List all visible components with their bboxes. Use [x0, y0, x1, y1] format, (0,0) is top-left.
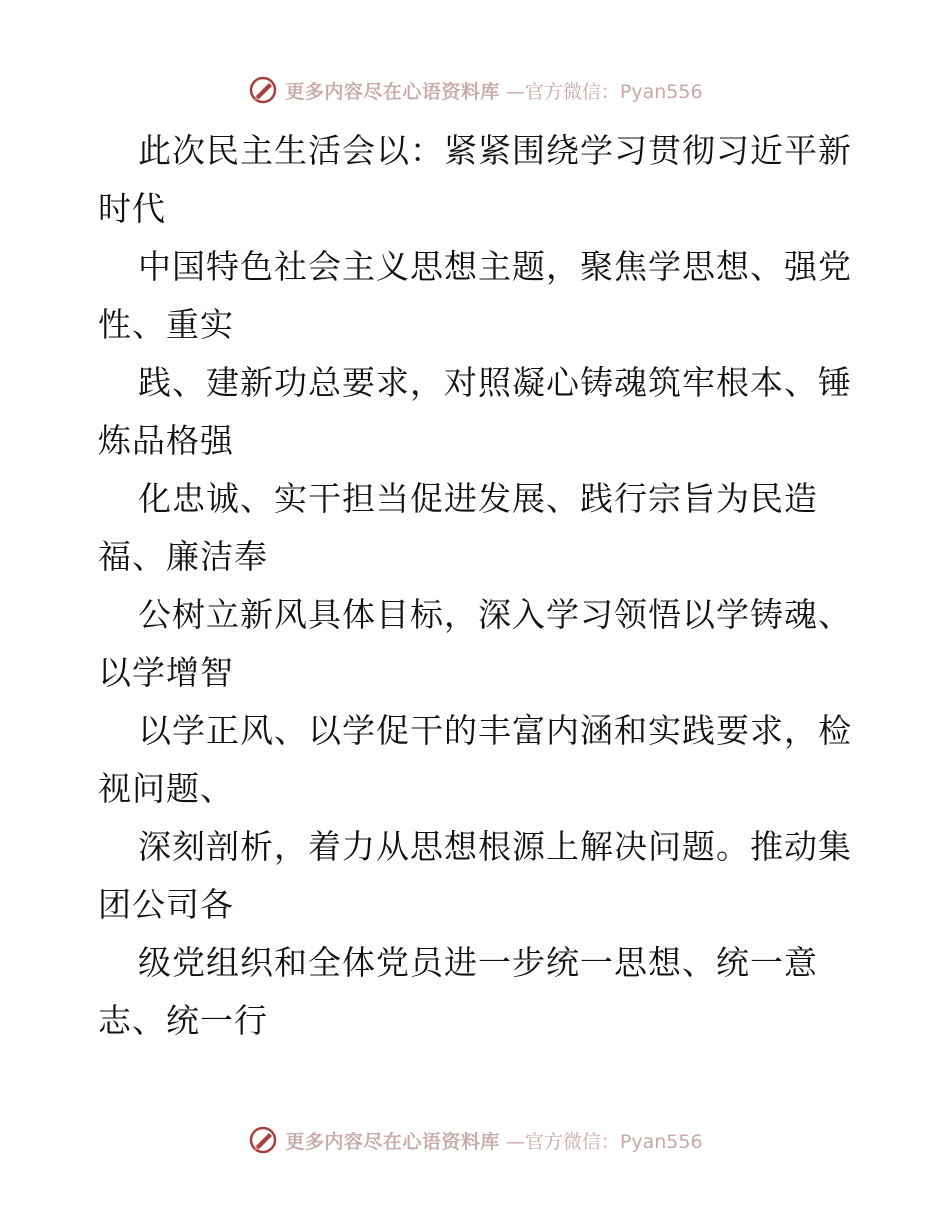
paragraph: [98, 586, 858, 702]
paragraph-first-line: 级党组织和全体党员进一步统一思想、统一意: [138, 943, 818, 982]
paragraph-first-line: 公树立新风具体目标，深入学习领悟以学铸魂、: [138, 595, 852, 634]
paragraph-continuation: 志、统一行: [98, 1001, 268, 1040]
paragraph: [98, 702, 858, 818]
paragraph-continuation: 以学增智: [98, 653, 234, 692]
watermark-brand: 更多内容尽在心语资料库: [285, 1130, 500, 1153]
watermark-contact: —官方微信：Pyan556: [505, 1130, 703, 1153]
pen-logo-icon: [247, 1124, 279, 1156]
paragraph-continuation: 时代: [98, 189, 166, 228]
paragraph: [98, 354, 858, 470]
paragraph: [98, 238, 858, 354]
paragraph-continuation: 视问题、: [98, 769, 234, 808]
paragraph: [98, 122, 858, 238]
watermark-brand: 更多内容尽在心语资料库: [285, 80, 500, 103]
document-body: [98, 122, 858, 1050]
paragraph-continuation: 性、重实: [98, 305, 234, 344]
paragraph: [98, 934, 858, 1050]
paragraph-first-line: 以学正风、以学促干的丰富内涵和实践要求，检: [138, 711, 852, 750]
header-watermark: [0, 70, 950, 110]
paragraph: [98, 470, 858, 586]
paragraph: [98, 818, 858, 934]
paragraph-continuation: 福、廉洁奉: [98, 537, 268, 576]
watermark-contact: —官方微信：Pyan556: [505, 80, 703, 103]
paragraph-first-line: 践、建新功总要求，对照凝心铸魂筑牢根本、锤: [138, 363, 852, 402]
paragraph-first-line: 深刻剖析，着力从思想根源上解决问题。推动集: [138, 827, 852, 866]
paragraph-first-line: 中国特色社会主义思想主题，聚焦学思想、强党: [138, 247, 852, 286]
paragraph-continuation: 团公司各: [98, 885, 234, 924]
paragraph-first-line: 此次民主生活会以：紧紧围绕学习贯彻习近平新: [138, 131, 852, 170]
paragraph-continuation: 炼品格强: [98, 421, 234, 460]
footer-watermark: [0, 1120, 950, 1160]
paragraph-first-line: 化忠诚、实干担当促进发展、践行宗旨为民造: [138, 479, 818, 518]
pen-logo-icon: [247, 74, 279, 106]
